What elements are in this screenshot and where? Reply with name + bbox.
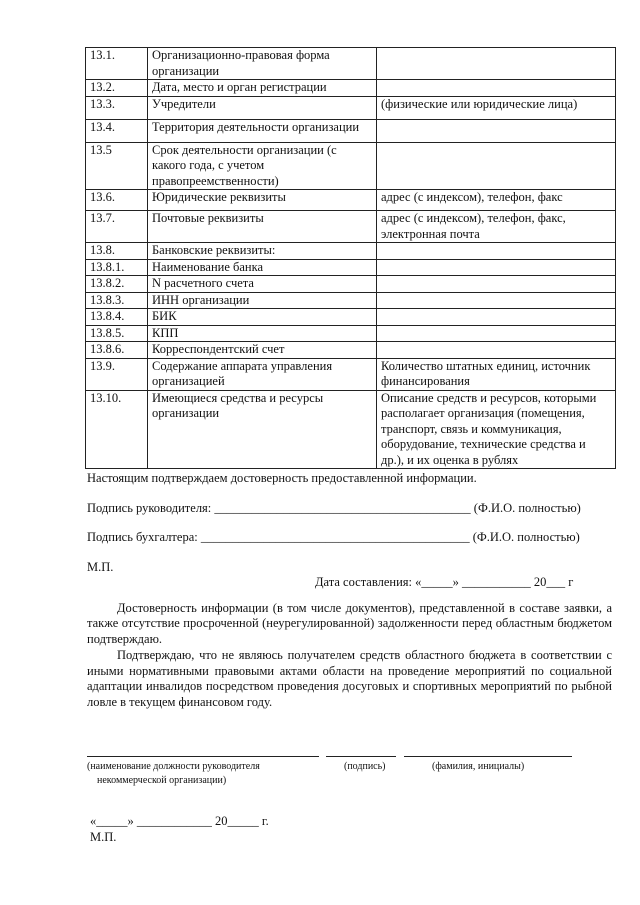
table-row <box>86 358 616 390</box>
cell-name: Дата, место и орган регистрации <box>148 80 377 97</box>
cell-name: Почтовые реквизиты <box>148 211 377 243</box>
cell-num: 13.5 <box>86 142 148 190</box>
table-row <box>86 276 616 293</box>
cell-num: 13.9. <box>86 358 148 390</box>
compile-date: Дата составления: «_____» ___________ 20___ г <box>315 575 574 589</box>
cell-note <box>377 48 616 80</box>
cell-name: ИНН организации <box>148 292 377 309</box>
paragraph-reliability: Достоверность информации (в том числе документов), представленной в составе заявки, а также отсутствие просроченной (неурегулированной) задолженности перед областным бюджетом подтверждаю. <box>87 600 612 646</box>
confirm-text: Настоящим подтверждаем достоверность предоставленной информации. <box>87 471 477 485</box>
cell-note: адрес (с индексом), телефон, факс <box>377 190 616 211</box>
organization-info-table <box>85 47 616 469</box>
cell-name: Юридические реквизиты <box>148 190 377 211</box>
stamp-place-2: М.П. <box>90 829 117 844</box>
table-row <box>86 142 616 190</box>
cell-num: 13.7. <box>86 211 148 243</box>
sign-date: «_____» ____________ 20_____ г. <box>90 814 269 828</box>
caption-signature: (подпись) <box>344 761 386 772</box>
cell-name: КПП <box>148 325 377 342</box>
cell-note: (физические или юридические лица) <box>377 96 616 119</box>
table-row <box>86 390 616 469</box>
cell-note <box>377 259 616 276</box>
cell-num: 13.1. <box>86 48 148 80</box>
cell-name: Срок деятельности организации (с какого года, с учетом правопреемственности) <box>148 142 377 190</box>
cell-num: 13.8.4. <box>86 309 148 326</box>
cell-num: 13.3. <box>86 96 148 119</box>
caption-position: (наименование должности руководителя <box>87 761 260 772</box>
cell-num: 13.10. <box>86 390 148 469</box>
table-row <box>86 96 616 119</box>
cell-name: Территория деятельности организации <box>148 119 377 142</box>
table-row <box>86 119 616 142</box>
cell-name: Корреспондентский счет <box>148 342 377 359</box>
stamp-place: М.П. <box>87 559 114 574</box>
table-row <box>86 243 616 260</box>
cell-name: N расчетного счета <box>148 276 377 293</box>
cell-num: 13.8. <box>86 243 148 260</box>
cell-num: 13.6. <box>86 190 148 211</box>
table-row <box>86 80 616 97</box>
cell-name: Учредители <box>148 96 377 119</box>
cell-note <box>377 119 616 142</box>
head-signature-line: Подпись руководителя: _________________________________________ (Ф.И.О. полностью) <box>87 500 581 515</box>
cell-name: Организационно-правовая форма организации <box>148 48 377 80</box>
cell-name: Содержание аппарата управления организацией <box>148 358 377 390</box>
caption-name: (фамилия, инициалы) <box>432 761 525 772</box>
cell-num: 13.8.2. <box>86 276 148 293</box>
cell-name: Имеющиеся средства и ресурсы организации <box>148 390 377 469</box>
table-row <box>86 342 616 359</box>
table-row <box>86 211 616 243</box>
document-body <box>85 47 616 905</box>
cell-note <box>377 309 616 326</box>
cell-note <box>377 80 616 97</box>
cell-name: БИК <box>148 309 377 326</box>
cell-num: 13.4. <box>86 119 148 142</box>
cell-name: Банковские реквизиты: <box>148 243 377 260</box>
cell-note: Описание средств и ресурсов, которыми располагает организация (помещения, транспорт, связь и коммуникация, оборудование, технические средства и др.), и их оценка в рублях <box>377 390 616 469</box>
caption-position-2: некоммерческой организации) <box>97 775 227 786</box>
table-row <box>86 309 616 326</box>
cell-num: 13.8.3. <box>86 292 148 309</box>
table-row <box>86 259 616 276</box>
table-row <box>86 292 616 309</box>
signature-block <box>85 756 616 792</box>
cell-note <box>377 243 616 260</box>
cell-note <box>377 142 616 190</box>
cell-note <box>377 342 616 359</box>
cell-num: 13.2. <box>86 80 148 97</box>
cell-num: 13.8.5. <box>86 325 148 342</box>
cell-name: Наименование банка <box>148 259 377 276</box>
accountant-signature-line: Подпись бухгалтера: ___________________________________________ (Ф.И.О. полностью) <box>87 530 580 544</box>
table-row <box>86 325 616 342</box>
table-row <box>86 48 616 80</box>
cell-note <box>377 276 616 293</box>
cell-note <box>377 292 616 309</box>
cell-num: 13.8.1. <box>86 259 148 276</box>
position-line <box>87 756 319 757</box>
cell-note: адрес (с индексом), телефон, факс, электронная почта <box>377 211 616 243</box>
signature-line <box>326 756 396 757</box>
table-row <box>86 190 616 211</box>
paragraph-confirmation: Подтверждаю, что не являюсь получателем средств областного бюджета в соответствии с иными нормативными правовыми актами области на проведение мероприятий по социальной адаптации инвалидов посредством проведения досуговых и спортивных мероприятий по рыбной ловле в текущем финансовом году. <box>87 648 612 709</box>
cell-note <box>377 325 616 342</box>
name-line <box>404 756 572 757</box>
cell-num: 13.8.6. <box>86 342 148 359</box>
cell-note: Количество штатных единиц, источник финансирования <box>377 358 616 390</box>
